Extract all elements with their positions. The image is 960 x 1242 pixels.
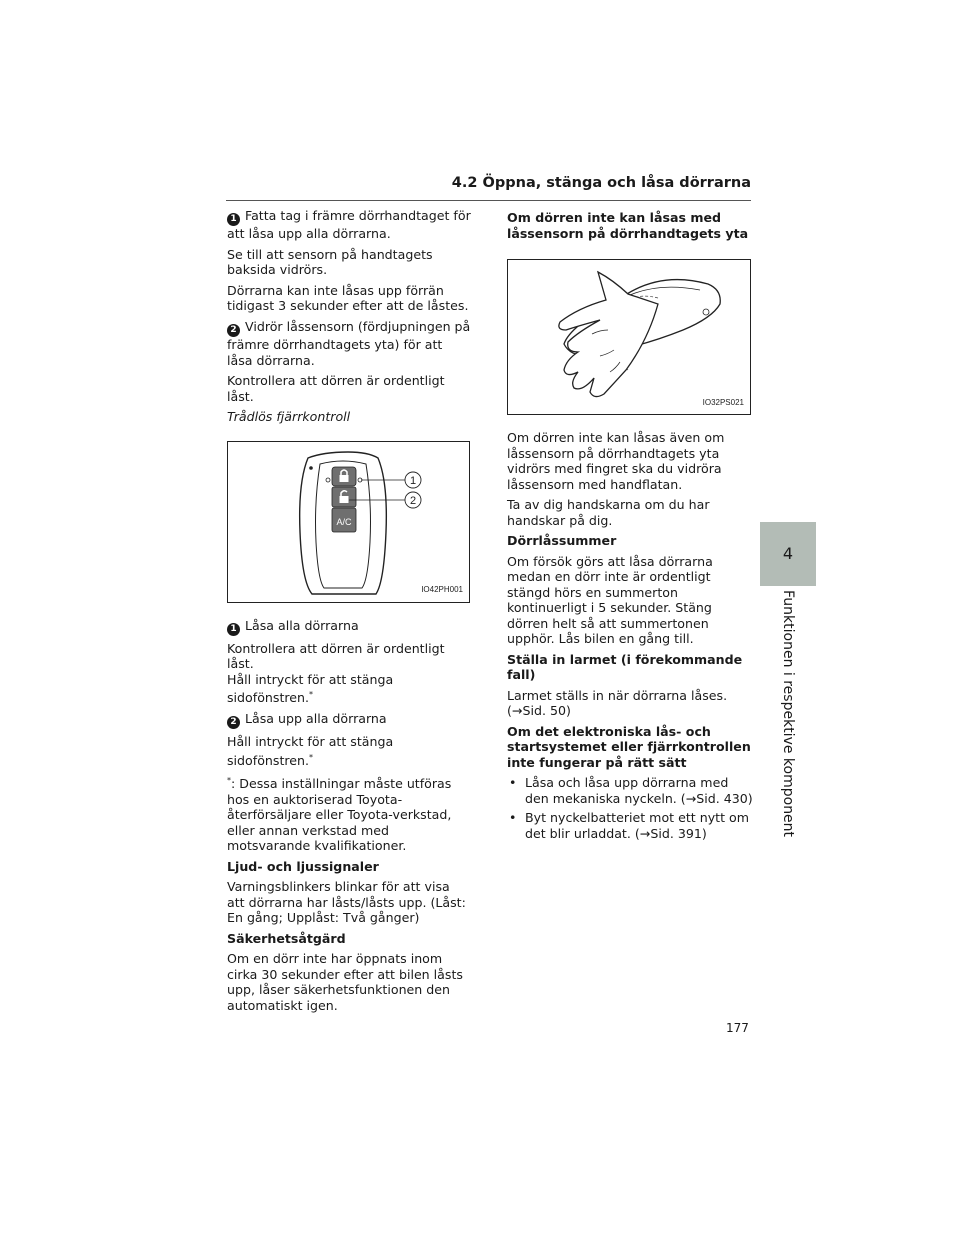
step-number: 2 bbox=[227, 716, 240, 729]
footnote-marker: * bbox=[309, 752, 314, 762]
paragraph: Se till att sensorn på handtagets baksida vidrörs. bbox=[227, 246, 433, 278]
paragraph bbox=[227, 319, 471, 368]
paragraph: Om dörren inte kan låsas även om låssensorn på dörrhandtagets yta vidrörs med fingret ska du vidröra låssensorn med handflatan. bbox=[507, 430, 725, 492]
chapter-side-label bbox=[760, 590, 816, 838]
figure-code: IO32PS021 bbox=[702, 397, 744, 407]
list-item-text: Byt nyckelbatteriet mot ett nytt om det blir urladdat. (→Sid. 391) bbox=[525, 810, 750, 841]
footnote-marker: * bbox=[309, 690, 314, 700]
step-text: Fatta tag i främre dörrhandtaget för att låsa upp alla dörrarna. bbox=[227, 208, 471, 242]
note-text: Håll intryckt för att stänga sidofönstren. bbox=[227, 734, 394, 768]
heading-system-failure: Om det elektroniska lås- och startsystemet eller fjärrkontrollen inte fungerar på rätt sätt bbox=[507, 723, 751, 770]
remote-key-figure bbox=[227, 441, 470, 603]
paragraph: Om försök görs att låsa dörrarna medan en dörr inte är ordentligt stängd hörs en summerton kontinuerligt i 5 sekunder. Stäng dörren helt så att summertonen upphör. Lås bilen en gång till. bbox=[507, 553, 713, 646]
paragraph bbox=[227, 618, 471, 636]
page-number: 177 bbox=[726, 1021, 749, 1035]
heading-safety: Säkerhetsåtgärd bbox=[227, 930, 346, 946]
paragraph bbox=[227, 208, 471, 242]
ac-label: A/C bbox=[336, 516, 352, 527]
alarm-text: Larmet ställs in när dörrarna låses. bbox=[507, 687, 728, 703]
heading-lock-sensor: Om dörren inte kan låsas med låssensorn på dörrhandtagets yta bbox=[507, 210, 749, 241]
figure-code: IO42PH001 bbox=[421, 585, 463, 594]
chapter-number: 4 bbox=[782, 544, 794, 563]
paragraph: Dörrarna kan inte låsas upp förrän tidigast 3 sekunder efter att de låstes. bbox=[227, 282, 469, 314]
right-column bbox=[507, 210, 755, 845]
list-item bbox=[507, 775, 755, 806]
footnote-text: : Dessa inställningar måste utföras hos en auktoriserad Toyota-återförsäljare eller Toyota-verkstad, eller annan verkstad med motsvarande kvalifikationer. bbox=[227, 776, 452, 853]
subheading: Trådlös fjärrkontroll bbox=[227, 409, 351, 424]
step-text: Vidrör låssensorn (fördjupningen på främre dörrhandtagets yta) för att låsa dörrarna. bbox=[227, 318, 471, 368]
paragraph: Kontrollera att dörren är ordentligt låst. bbox=[227, 373, 445, 404]
list-item bbox=[507, 810, 755, 841]
heading-buzzer: Dörrlåssummer bbox=[507, 533, 617, 548]
step-text: Låsa upp alla dörrarna bbox=[245, 710, 387, 726]
callout-2: 2 bbox=[409, 494, 417, 507]
paragraph bbox=[227, 711, 471, 729]
list-item-text: Låsa och låsa upp dörrarna med den mekaniska nyckeln. (→Sid. 430) bbox=[525, 775, 753, 806]
left-column bbox=[227, 208, 471, 1018]
bullet-marker: • bbox=[509, 775, 517, 790]
paragraph bbox=[507, 688, 755, 719]
bullet-marker: • bbox=[509, 810, 517, 825]
note-text: Håll intryckt för att stänga sidofönstren. bbox=[227, 671, 394, 706]
footnote-marker: * bbox=[227, 776, 231, 785]
paragraph: Varningsblinkers blinkar för att visa att dörrarna har låsts/låsts upp. (Låst: En gång; Upplåst: Två gånger) bbox=[227, 879, 466, 925]
heading-signals: Ljud- och ljussignaler bbox=[227, 858, 379, 874]
paragraph bbox=[227, 641, 471, 706]
paragraph bbox=[227, 734, 471, 768]
palm-sensor-figure bbox=[507, 259, 751, 415]
paragraph: Ta av dig handskarna om du har handskar på dig. bbox=[507, 497, 710, 528]
page-reference: (→Sid. 50) bbox=[507, 703, 571, 718]
callout-1: 1 bbox=[409, 474, 417, 487]
remote-key-illustration bbox=[228, 442, 469, 602]
paragraph: Om en dörr inte har öppnats inom cirka 30 sekunder efter att bilen låsts upp, låser säkerhetsfunktionen den automatiskt igen. bbox=[227, 951, 463, 1013]
heading-alarm: Ställa in larmet (i förekommande fall) bbox=[507, 651, 743, 682]
step-number: 1 bbox=[227, 623, 240, 636]
step-number: 1 bbox=[227, 213, 240, 226]
note-text: Kontrollera att dörren är ordentligt låst. bbox=[227, 640, 445, 672]
page-header bbox=[226, 173, 751, 201]
step-number: 2 bbox=[227, 324, 240, 337]
palm-sensor-illustration bbox=[508, 260, 750, 414]
chapter-title: Funktionen i respektive komponent bbox=[780, 590, 796, 838]
chapter-tab bbox=[760, 522, 816, 586]
section-title: 4.2 Öppna, stänga och låsa dörrarna bbox=[451, 175, 751, 191]
step-text: Låsa alla dörrarna bbox=[245, 617, 359, 633]
footnote bbox=[227, 773, 471, 854]
